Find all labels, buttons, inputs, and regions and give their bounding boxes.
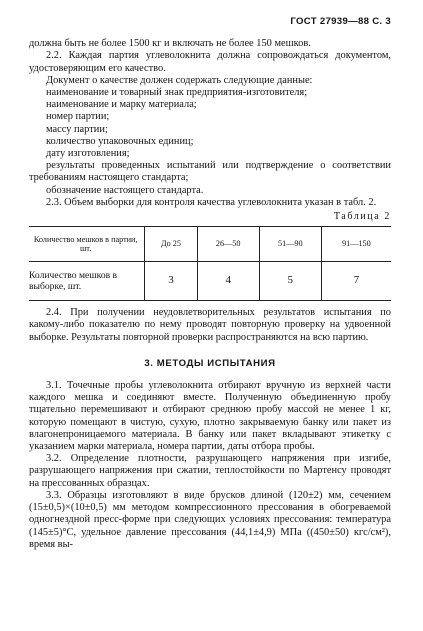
table-row bbox=[29, 262, 391, 301]
table-header-cell: До 25 bbox=[145, 227, 197, 262]
list-item: номер партии; bbox=[46, 111, 110, 123]
paragraph-2-2: 2.2. Каждая партия углеволокнита должна сопровождаться документом, удостоверяющим его качество. bbox=[29, 50, 391, 74]
list-item: дату изготовления; bbox=[46, 148, 130, 160]
table-row-label: Количество мешков в выборке, шт. bbox=[29, 262, 145, 301]
paragraph-3-1: 3.1. Точечные пробы углеволокнита отбирают вручную из верхней части каждого мешка и соединяют вместе. Полученную объединенную пробу тщательно перемешивают и отбирают среднюю пробу массой не менее 1 кг, которую помещают в чистую, сухую, плотно закрываемую банку или пакет из влагонепроницаемого материала. В банку или пакет вкладывают этикетку с указанием марки материала, номера партии, даты отбора пробы. bbox=[29, 380, 391, 453]
table-cell: 7 bbox=[321, 262, 391, 301]
list-item: обозначение настоящего стандарта. bbox=[46, 184, 204, 196]
table-label: Таблица 2 bbox=[333, 211, 391, 223]
list-item: наименование и марку материала; bbox=[46, 99, 197, 111]
table-header-cell: 26—50 bbox=[197, 227, 259, 262]
table-header-cell: Количество мешков в партии, шт. bbox=[29, 227, 145, 262]
page-header: ГОСТ 27939—88 С. 3 bbox=[290, 16, 391, 27]
table-cell: 5 bbox=[259, 262, 321, 301]
paragraph-doc-intro: Документ о качестве должен содержать следующие данные: bbox=[46, 74, 313, 86]
quality-document-list bbox=[29, 87, 391, 197]
table-cell: 3 bbox=[145, 262, 197, 301]
list-item: количество упаковочных единиц; bbox=[46, 135, 194, 147]
sample-size-table bbox=[29, 226, 391, 301]
paragraph-continuation: должна быть не более 1500 кг и включать не более 150 мешков. bbox=[29, 38, 311, 50]
paragraph-2-4: 2.4. При получении неудовлетворительных результатов испытания по какому-либо показателю по нему проводят повторную проверку на удвоенной выборке. Результаты повторной проверки распространяются на всю партию. bbox=[29, 307, 391, 343]
list-item: наименование и товарный знак предприятия-изготовителя; bbox=[46, 87, 308, 99]
paragraph-3-2: 3.2. Определение плотности, разрушающего напряжения при изгибе, разрушающего напряжения при сжатии, теплостойкости по Мартенсу проводят на прессованных образцах. bbox=[29, 453, 391, 489]
paragraph-3-3: 3.3. Образцы изготовляют в виде брусков длиной (120±2) мм, сечением (15±0,5)×(10±0,5) мм методом компрессионного прессования в обогреваемой одногнездной пресс-форме при следующих условиях прессования: температура (145±5)°С, удельное давление прессования (44,1±4,9) МПа ((450±50) кгс/см²), время вы- bbox=[29, 489, 391, 550]
paragraph-2-3: 2.3. Объем выборки для контроля качества углеволокнита указан в табл. 2. bbox=[46, 196, 377, 208]
section-title: 3. МЕТОДЫ ИСПЫТАНИЯ bbox=[144, 357, 276, 369]
list-item: массу партии; bbox=[46, 123, 108, 135]
table-header-row bbox=[29, 227, 391, 262]
list-item: результаты проведенных испытаний или подтверждение о соответствии требованиям настоящего стандарта; bbox=[29, 160, 391, 184]
table-cell: 4 bbox=[197, 262, 259, 301]
table-header-cell: 91—150 bbox=[321, 227, 391, 262]
table-header-cell: 51—90 bbox=[259, 227, 321, 262]
